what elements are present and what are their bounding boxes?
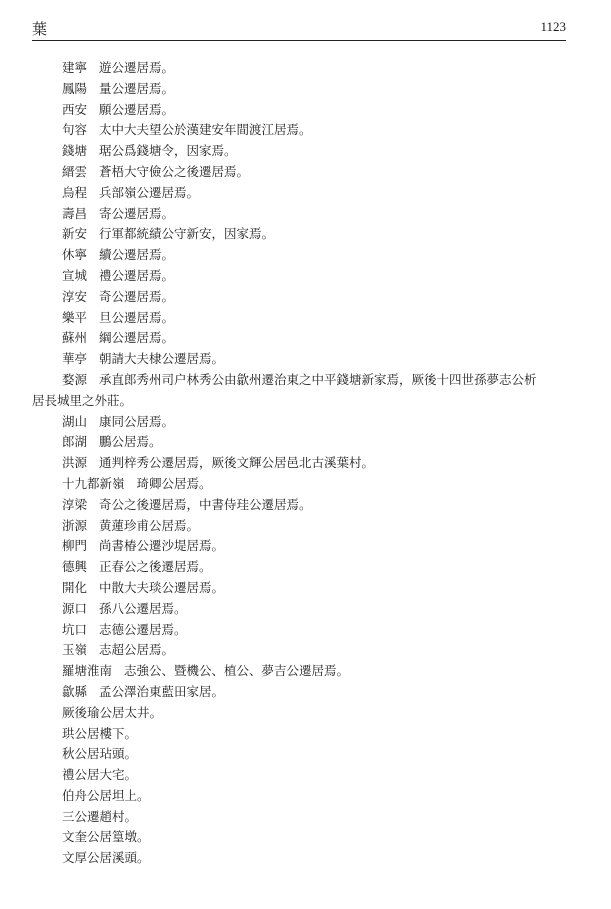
entry-place: 玉嶺 bbox=[62, 642, 88, 658]
plain-line-text: 三公遷趙村。 bbox=[62, 808, 138, 824]
entry-place: 源口 bbox=[62, 600, 88, 616]
entry-text: 尚書椿公遷沙堤居焉。 bbox=[99, 538, 225, 554]
entry-row bbox=[32, 245, 566, 266]
entry-place: 坑口 bbox=[62, 621, 88, 637]
entry-row bbox=[32, 120, 566, 141]
running-head-surname: 葉 bbox=[32, 20, 48, 38]
entry-place: 休寧 bbox=[62, 247, 88, 263]
entry-place: 洪源 bbox=[62, 455, 88, 471]
entry-place: 蘇州 bbox=[62, 330, 88, 346]
entry-text: 志強公、暨機公、植公、夢吉公遷居焉。 bbox=[124, 663, 350, 679]
entry-row bbox=[32, 640, 566, 661]
entry-text: 鵬公居焉。 bbox=[99, 434, 162, 450]
entry-text: 志德公遷居焉。 bbox=[99, 621, 187, 637]
entry-text: 寄公遷居焉。 bbox=[99, 205, 175, 221]
entry-text: 孟公澤治東藍田家居。 bbox=[99, 683, 225, 699]
entry-place: 婺源 bbox=[62, 371, 88, 387]
entry-place: 縉雲 bbox=[62, 163, 88, 179]
entry-row-long bbox=[32, 370, 566, 412]
plain-line bbox=[32, 744, 566, 765]
entry-row bbox=[32, 349, 566, 370]
plain-line bbox=[32, 724, 566, 745]
entry-row bbox=[32, 453, 566, 474]
entry-place: 句容 bbox=[62, 122, 88, 138]
entry-row bbox=[32, 328, 566, 349]
entry-continuation: 居長城里之外莊。 bbox=[32, 392, 133, 408]
entry-place: 歙縣 bbox=[62, 683, 88, 699]
plain-line-text: 秋公居玷頭。 bbox=[62, 746, 138, 762]
plain-line bbox=[32, 765, 566, 786]
entry-place: 浙源 bbox=[62, 517, 88, 533]
entry-row bbox=[32, 536, 566, 557]
entry-row bbox=[32, 204, 566, 225]
entry-text: 朝請大夫棣公遷居焉。 bbox=[99, 351, 225, 367]
entry-place: 華亭 bbox=[62, 351, 88, 367]
entry-row bbox=[32, 266, 566, 287]
entry-place: 樂平 bbox=[62, 309, 88, 325]
entry-row bbox=[32, 516, 566, 537]
entry-text: 康同公居焉。 bbox=[99, 413, 175, 429]
entry-place: 建寧 bbox=[62, 60, 88, 75]
entry-place: 柳門 bbox=[62, 538, 88, 554]
entry-place: 新安 bbox=[62, 226, 88, 242]
entry-place: 德興 bbox=[62, 559, 88, 575]
page-number: 1123 bbox=[540, 19, 566, 34]
plain-line bbox=[32, 807, 566, 828]
entry-place: 郎湖 bbox=[62, 434, 88, 450]
entry-row bbox=[32, 661, 566, 682]
plain-line bbox=[32, 786, 566, 807]
entry-text: 奇公之後遷居焉，中書侍珪公遷居焉。 bbox=[99, 496, 312, 512]
entry-row bbox=[32, 308, 566, 329]
entry-row bbox=[32, 495, 566, 516]
entry-row bbox=[32, 620, 566, 641]
entry-place: 開化 bbox=[62, 579, 88, 595]
entry-place: 淳安 bbox=[62, 288, 88, 304]
entry-text: 行軍都統績公守新安，因家焉。 bbox=[99, 226, 275, 242]
plain-line-text: 禮公居大宅。 bbox=[62, 767, 138, 783]
entry-row bbox=[32, 141, 566, 162]
entry-row bbox=[32, 578, 566, 599]
plain-line bbox=[32, 827, 566, 848]
plain-line-text: 伯舟公居坦上。 bbox=[62, 787, 150, 803]
entry-text: 綱公遷居焉。 bbox=[99, 330, 175, 346]
entry-text: 禮公遷居焉。 bbox=[99, 267, 175, 283]
entry-text: 承直郎秀州司户林秀公由歙州遷治東之中平錢塘新家焉，厥後十四世孫夢志公析 bbox=[99, 371, 537, 387]
page-header bbox=[32, 18, 566, 41]
plain-line bbox=[32, 703, 566, 724]
entry-row bbox=[32, 162, 566, 183]
plain-line-text: 文厚公居溪頭。 bbox=[62, 850, 150, 866]
entry-place: 湖山 bbox=[62, 413, 88, 429]
entry-place: 鳳陽 bbox=[62, 80, 88, 96]
entry-text: 孫八公遷居焉。 bbox=[99, 600, 187, 616]
entry-text: 續公遷居焉。 bbox=[99, 247, 175, 263]
entry-row bbox=[32, 287, 566, 308]
entry-row bbox=[32, 474, 566, 495]
entry-place: 十九都新嶺 bbox=[62, 475, 125, 491]
plain-line-text: 厥後瑜公居太井。 bbox=[62, 704, 163, 720]
entry-place: 宣城 bbox=[62, 267, 88, 283]
entry-text: 黄蓮珍甫公居焉。 bbox=[99, 517, 200, 533]
entry-text: 琦卿公居焉。 bbox=[136, 475, 212, 491]
entry-place: 羅塘淮南 bbox=[62, 663, 113, 679]
entry-row bbox=[32, 183, 566, 204]
entry-row bbox=[32, 79, 566, 100]
entry-text: 太中大夫望公於漢建安年間渡江居焉。 bbox=[99, 122, 312, 138]
entry-text: 奇公遷居焉。 bbox=[99, 288, 175, 304]
entry-text: 蒼梧大守儉公之後遷居焉。 bbox=[99, 163, 250, 179]
entry-text: 志超公居焉。 bbox=[99, 642, 175, 658]
entry-text: 兵部嶺公遷居焉。 bbox=[99, 184, 200, 200]
entry-place: 西安 bbox=[62, 101, 88, 117]
entry-place: 烏程 bbox=[62, 184, 88, 200]
entry-place: 錢塘 bbox=[62, 143, 88, 159]
plain-line-text: 珙公居樓下。 bbox=[62, 725, 138, 741]
entry-text: 琚公爲錢塘令，因家焉。 bbox=[99, 143, 237, 159]
entry-row bbox=[32, 412, 566, 433]
entry-row bbox=[32, 432, 566, 453]
entry-text: 正春公之後遷居焉。 bbox=[99, 559, 212, 575]
entry-text: 中散大夫琰公遷居焉。 bbox=[99, 579, 225, 595]
entry-place: 壽昌 bbox=[62, 205, 88, 221]
plain-line bbox=[32, 848, 566, 869]
lineage-entries bbox=[32, 58, 566, 869]
entry-text: 通判梓秀公遷居焉，厥後文輝公居邑北古溪葉村。 bbox=[99, 455, 375, 471]
plain-line-text: 文奎公居篁墩。 bbox=[62, 829, 150, 845]
entry-row bbox=[32, 599, 566, 620]
entry-text: 量公遷居焉。 bbox=[99, 80, 175, 96]
entry-text: 旦公遷居焉。 bbox=[99, 309, 175, 325]
entry-row bbox=[32, 100, 566, 121]
entry-place: 淳梁 bbox=[62, 496, 88, 512]
entry-row bbox=[32, 557, 566, 578]
entry-text: 願公遷居焉。 bbox=[99, 101, 175, 117]
entry-text: 遊公遷居焉。 bbox=[99, 60, 175, 75]
entry-row bbox=[32, 682, 566, 703]
entry-row bbox=[32, 224, 566, 245]
entry-row bbox=[32, 58, 566, 79]
